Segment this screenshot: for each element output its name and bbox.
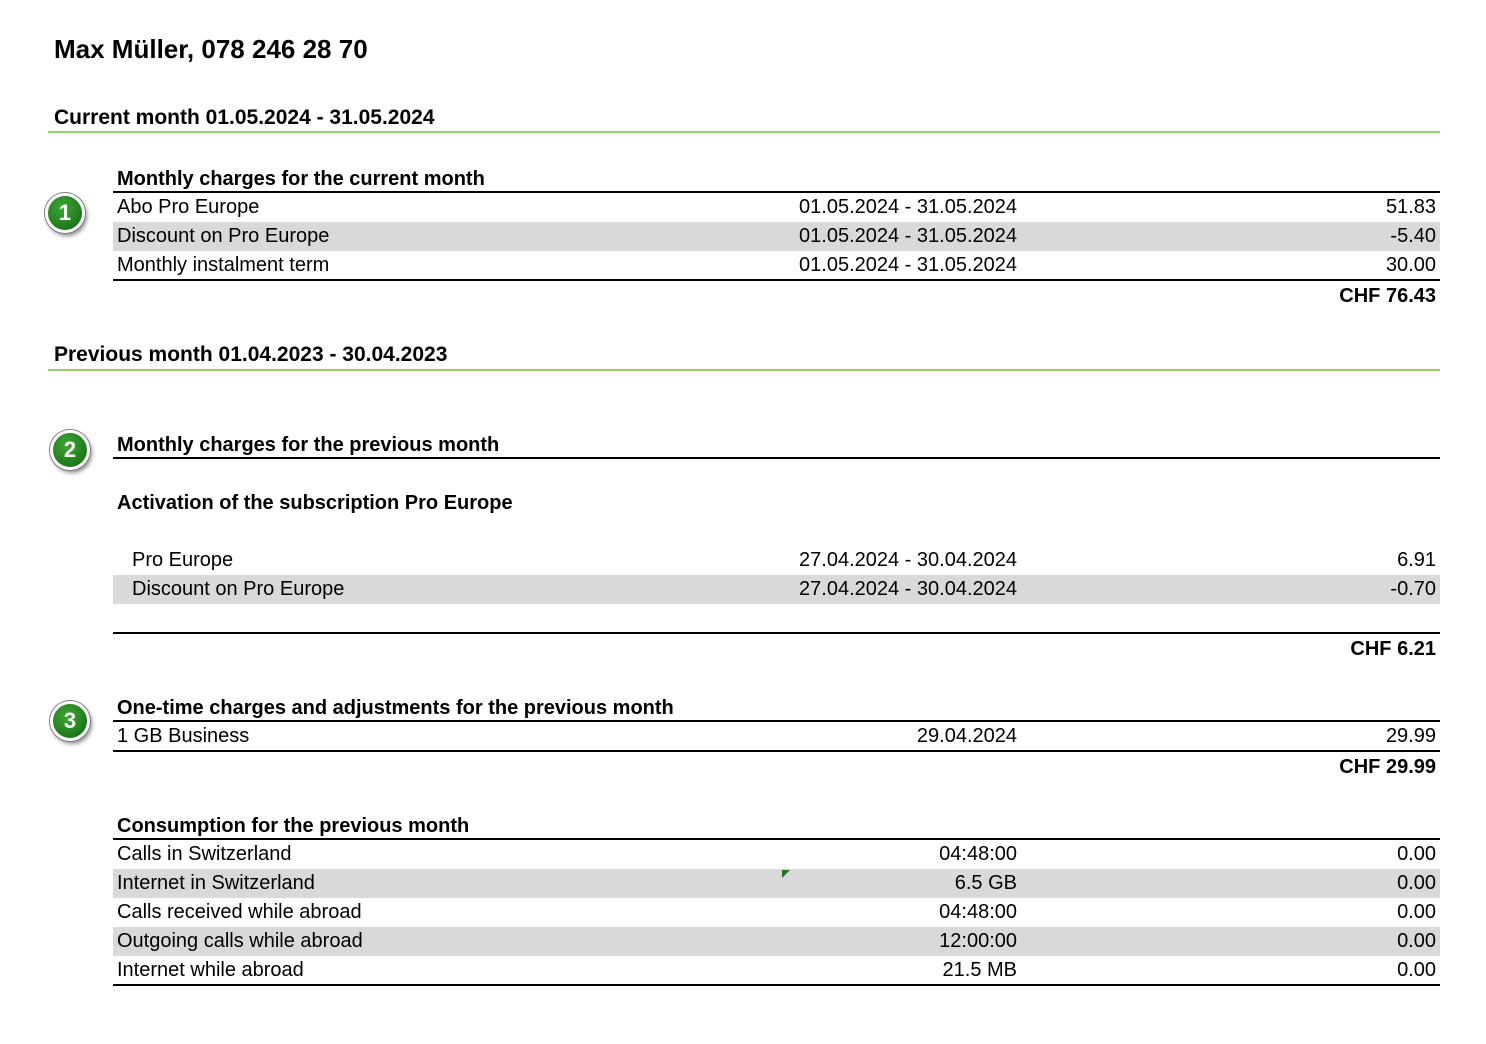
table-row <box>113 869 1440 898</box>
table-rule <box>113 632 1440 634</box>
table-rule <box>113 984 1440 986</box>
row-period: 27.04.2024 - 30.04.2024 <box>799 549 1017 571</box>
cell-comment-marker-icon <box>782 870 790 878</box>
table-row <box>113 575 1440 604</box>
previous-monthly-total: CHF 6.21 <box>1350 638 1436 660</box>
row-usage: 04:48:00 <box>939 901 1017 923</box>
row-label: Internet in Switzerland <box>117 872 315 894</box>
row-label: Abo Pro Europe <box>117 196 260 218</box>
row-amount: 30.00 <box>1385 254 1436 276</box>
page-title: Max Müller, 078 246 28 70 <box>54 34 368 64</box>
current-monthly-charges-title: Monthly charges for the current month <box>117 168 485 190</box>
row-label: Pro Europe <box>132 549 234 571</box>
step-1-badge-icon: 1 <box>45 193 85 233</box>
table-row <box>113 193 1440 222</box>
activation-subtitle: Activation of the subscription Pro Europe <box>117 492 513 514</box>
row-label: Calls received while abroad <box>117 901 362 923</box>
row-amount: 0.00 <box>1397 930 1436 952</box>
table-row <box>113 898 1440 927</box>
table-rule <box>113 279 1440 281</box>
previous-month-heading: Previous month 01.04.2023 - 30.04.2023 <box>54 343 448 366</box>
table-row <box>113 840 1440 869</box>
table-row <box>113 222 1440 251</box>
consumption-title: Consumption for the previous month <box>117 815 470 837</box>
row-period: 29.04.2024 <box>916 725 1017 747</box>
one-time-total: CHF 29.99 <box>1339 756 1436 778</box>
row-label: 1 GB Business <box>117 725 250 747</box>
previous-monthly-charges-title: Monthly charges for the previous month <box>117 434 500 456</box>
one-time-charges-title: One-time charges and adjustments for the previous month <box>117 697 674 719</box>
table-row <box>113 722 1440 751</box>
row-usage: 21.5 MB <box>942 959 1017 981</box>
step-3-badge-icon: 3 <box>50 701 90 741</box>
row-amount: 51.83 <box>1385 196 1436 218</box>
current-month-heading: Current month 01.05.2024 - 31.05.2024 <box>54 106 435 129</box>
row-amount: -0.70 <box>1390 578 1436 600</box>
row-amount: 29.99 <box>1385 725 1436 747</box>
table-rule <box>113 457 1440 459</box>
row-usage: 12:00:00 <box>939 930 1017 952</box>
row-amount: 6.91 <box>1397 549 1436 571</box>
row-label: Outgoing calls while abroad <box>117 930 363 952</box>
row-period: 27.04.2024 - 30.04.2024 <box>799 578 1017 600</box>
row-label: Calls in Switzerland <box>117 843 292 865</box>
step-2-badge-icon: 2 <box>50 430 90 470</box>
row-label: Discount on Pro Europe <box>117 225 330 247</box>
row-amount: 0.00 <box>1397 959 1436 981</box>
row-usage: 04:48:00 <box>939 843 1017 865</box>
table-row <box>113 956 1440 985</box>
table-row <box>113 251 1440 280</box>
row-amount: 0.00 <box>1397 872 1436 894</box>
row-amount: 0.00 <box>1397 843 1436 865</box>
row-label: Monthly instalment term <box>117 254 330 276</box>
current-month-total: CHF 76.43 <box>1339 285 1436 307</box>
table-rule <box>113 750 1440 752</box>
table-row <box>113 927 1440 956</box>
section-divider <box>48 131 1440 133</box>
row-period: 01.05.2024 - 31.05.2024 <box>799 225 1017 247</box>
row-usage: 6.5 GB <box>954 872 1017 894</box>
row-label: Discount on Pro Europe <box>132 578 345 600</box>
section-divider <box>48 369 1440 371</box>
row-period: 01.05.2024 - 31.05.2024 <box>799 196 1017 218</box>
table-row <box>113 546 1440 575</box>
row-period: 01.05.2024 - 31.05.2024 <box>799 254 1017 276</box>
row-label: Internet while abroad <box>117 959 304 981</box>
row-amount: 0.00 <box>1397 901 1436 923</box>
row-amount: -5.40 <box>1390 225 1436 247</box>
